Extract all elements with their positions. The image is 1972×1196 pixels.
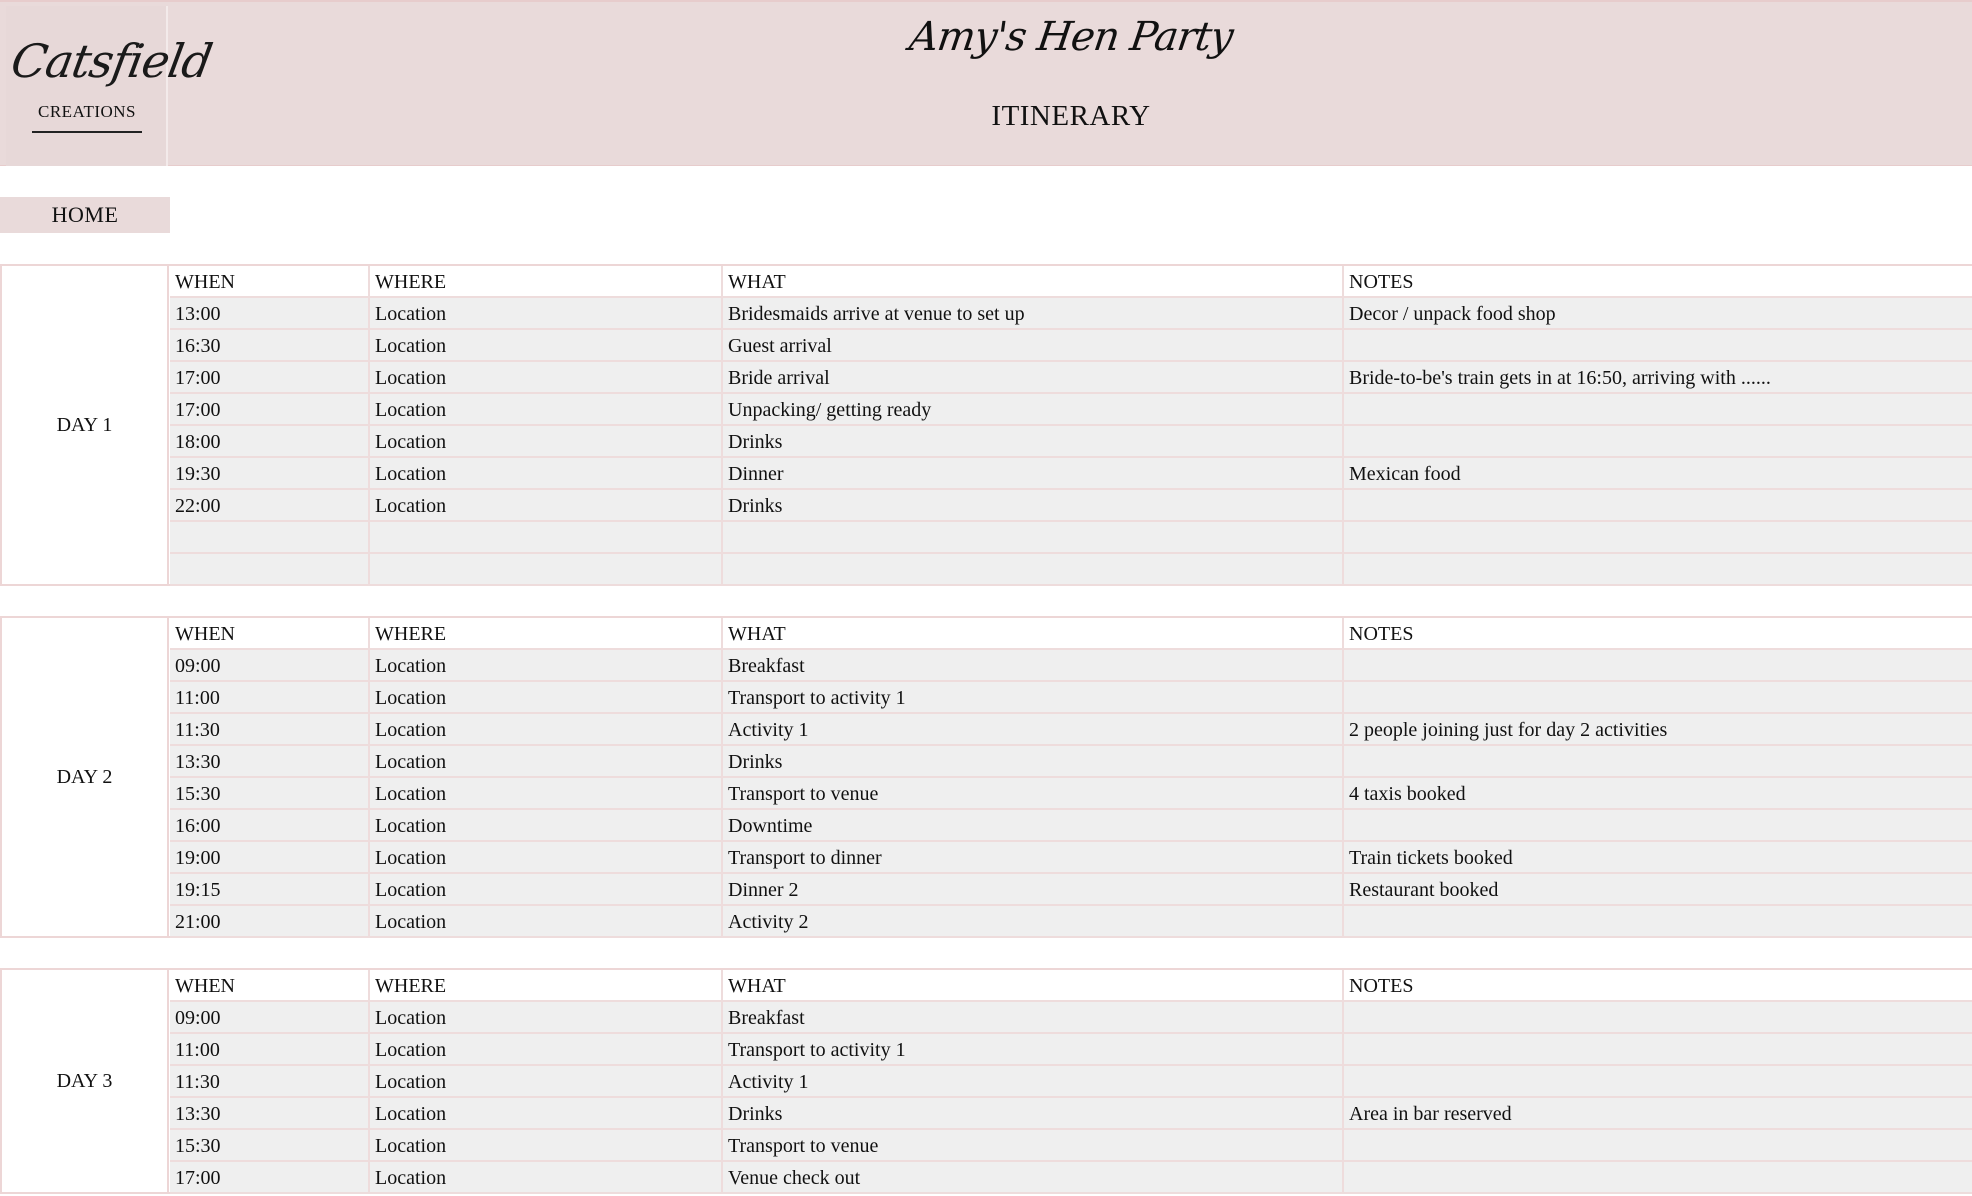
column-header-notes: NOTES: [1349, 975, 1414, 997]
cell-when[interactable]: 22:00: [170, 490, 370, 520]
cell-notes[interactable]: [1344, 746, 1972, 776]
cell-what[interactable]: Transport to activity 1: [723, 682, 1344, 712]
cell-what[interactable]: Dinner: [723, 458, 1344, 488]
column-header-when: WHEN: [170, 970, 370, 1000]
cell-where[interactable]: Location: [370, 394, 723, 424]
day-block-3: [0, 968, 1972, 1194]
table-row: [170, 554, 1972, 586]
column-header-what: WHAT: [723, 266, 1344, 296]
cell-what[interactable]: Bride arrival: [723, 362, 1344, 392]
table-row: [170, 1066, 1972, 1098]
table-row: [170, 1130, 1972, 1162]
cell-what[interactable]: Drinks: [723, 426, 1344, 456]
cell-when[interactable]: 11:00: [170, 1034, 370, 1064]
column-header-when: WHEN: [170, 618, 370, 648]
cell-where[interactable]: Location: [370, 426, 723, 456]
table-row: [170, 394, 1972, 426]
cell-notes[interactable]: [1344, 394, 1972, 424]
cell-what[interactable]: Bridesmaids arrive at venue to set up: [723, 298, 1344, 328]
table-row: [170, 810, 1972, 842]
cell-when[interactable]: 11:30: [170, 1066, 370, 1096]
cell-notes[interactable]: Restaurant booked: [1349, 879, 1499, 901]
cell-what[interactable]: Transport to venue: [723, 1130, 1344, 1160]
cell-notes[interactable]: [1344, 1130, 1972, 1160]
column-header-where: WHERE: [370, 970, 723, 1000]
cell-where[interactable]: Location: [370, 650, 723, 680]
day-label: DAY 3: [0, 970, 169, 1192]
catsfield-logo: [6, 6, 216, 166]
cell-where[interactable]: Location: [370, 298, 723, 328]
logo-sub-text: CREATIONS: [37, 102, 136, 121]
cell-what[interactable]: Downtime: [723, 810, 1344, 840]
cell-what[interactable]: Activity 1: [723, 1066, 1344, 1096]
table-header-row: [170, 618, 1972, 650]
cell-when[interactable]: 11:30: [170, 714, 370, 744]
cell-where[interactable]: Location: [370, 330, 723, 360]
table-row: [170, 522, 1972, 554]
cell-what[interactable]: Activity 2: [723, 906, 1344, 936]
cell-where[interactable]: Location: [370, 714, 723, 744]
cell-what[interactable]: Transport to dinner: [723, 842, 1344, 872]
cell-notes[interactable]: [1344, 1034, 1972, 1064]
column-header-what: WHAT: [723, 970, 1344, 1000]
cell-when[interactable]: 19:15: [170, 874, 370, 904]
cell-notes[interactable]: Train tickets booked: [1349, 847, 1513, 869]
cell-where[interactable]: [370, 522, 723, 552]
table-row: [170, 1098, 1972, 1130]
cell-what[interactable]: Drinks: [723, 746, 1344, 776]
cell-what[interactable]: Venue check out: [723, 1162, 1344, 1192]
table-row: [170, 874, 1972, 906]
table-row: [170, 490, 1972, 522]
cell-where[interactable]: Location: [370, 842, 723, 872]
cell-what[interactable]: [723, 554, 1344, 584]
column-header-what: WHAT: [723, 618, 1344, 648]
cell-what[interactable]: Drinks: [723, 490, 1344, 520]
table-header-row: [170, 266, 1972, 298]
cell-where[interactable]: Location: [370, 458, 723, 488]
column-header-when: WHEN: [170, 266, 370, 296]
table-row: [170, 1034, 1972, 1066]
cell-notes[interactable]: [1344, 1002, 1972, 1032]
cell-where[interactable]: Location: [370, 874, 723, 904]
cell-where[interactable]: Location: [370, 778, 723, 808]
cell-where[interactable]: Location: [370, 746, 723, 776]
cell-when[interactable]: 09:00: [170, 1002, 370, 1032]
cell-what[interactable]: Breakfast: [723, 1002, 1344, 1032]
column-header-notes: NOTES: [1349, 623, 1414, 645]
cell-when[interactable]: [170, 554, 370, 584]
day-block-2: [0, 616, 1972, 938]
cell-notes[interactable]: Bride-to-be's train gets in at 16:50, arriving with ......: [1349, 367, 1771, 389]
table-row: [170, 1002, 1972, 1034]
logo-script-text: Catsfield: [7, 34, 216, 88]
cell-when[interactable]: 19:30: [170, 458, 370, 488]
cell-where[interactable]: Location: [370, 1098, 723, 1128]
table-row: [170, 426, 1972, 458]
cell-where[interactable]: Location: [370, 810, 723, 840]
day-label: DAY 2: [0, 618, 169, 936]
cell-what[interactable]: Unpacking/ getting ready: [723, 394, 1344, 424]
cell-where[interactable]: Location: [370, 1066, 723, 1096]
table-row: [170, 714, 1972, 746]
cell-notes[interactable]: Decor / unpack food shop: [1349, 303, 1556, 325]
cell-when[interactable]: 09:00: [170, 650, 370, 680]
cell-what[interactable]: Guest arrival: [723, 330, 1344, 360]
cell-what[interactable]: [723, 522, 1344, 552]
cell-what[interactable]: Drinks: [723, 1098, 1344, 1128]
cell-when[interactable]: 16:30: [170, 330, 370, 360]
cell-when[interactable]: 17:00: [170, 394, 370, 424]
cell-notes[interactable]: [1344, 1066, 1972, 1096]
table-row: [170, 842, 1972, 874]
page-subtitle: ITINERARY: [991, 100, 1151, 132]
cell-notes[interactable]: [1344, 330, 1972, 360]
table-row: [170, 458, 1972, 490]
cell-notes[interactable]: [1344, 810, 1972, 840]
cell-when[interactable]: 15:30: [170, 778, 370, 808]
cell-notes[interactable]: [1344, 906, 1972, 936]
column-header-where: WHERE: [370, 618, 723, 648]
table-row: [170, 906, 1972, 938]
cell-notes[interactable]: [1344, 522, 1972, 552]
cell-what[interactable]: Breakfast: [723, 650, 1344, 680]
cell-when[interactable]: 18:00: [170, 426, 370, 456]
table-row: [170, 298, 1972, 330]
cell-when[interactable]: 16:00: [170, 810, 370, 840]
table-header-row: [170, 970, 1972, 1002]
cell-when[interactable]: 13:30: [170, 1098, 370, 1128]
cell-where[interactable]: Location: [370, 362, 723, 392]
cell-when[interactable]: 13:00: [170, 298, 370, 328]
cell-notes[interactable]: [1344, 490, 1972, 520]
cell-notes[interactable]: 4 taxis booked: [1349, 783, 1466, 805]
cell-when[interactable]: 17:00: [170, 362, 370, 392]
cell-when[interactable]: 13:30: [170, 746, 370, 776]
cell-what[interactable]: Transport to activity 1: [723, 1034, 1344, 1064]
cell-notes[interactable]: [1344, 426, 1972, 456]
day-label: DAY 1: [0, 266, 169, 584]
page-title: Amy's Hen Party: [906, 14, 1236, 60]
cell-where[interactable]: Location: [370, 1162, 723, 1192]
column-header-notes: NOTES: [1349, 271, 1414, 293]
cell-notes[interactable]: [1344, 1162, 1972, 1192]
cell-where[interactable]: Location: [370, 490, 723, 520]
cell-notes[interactable]: [1344, 682, 1972, 712]
cell-when[interactable]: 15:30: [170, 1130, 370, 1160]
cell-what[interactable]: Dinner 2: [723, 874, 1344, 904]
logo-underline: [32, 131, 142, 133]
cell-what[interactable]: Transport to venue: [723, 778, 1344, 808]
home-button[interactable]: HOME: [0, 197, 170, 233]
cell-when[interactable]: [170, 522, 370, 552]
cell-when[interactable]: 17:00: [170, 1162, 370, 1192]
cell-when[interactable]: 19:00: [170, 842, 370, 872]
table-row: [170, 362, 1972, 394]
table-row: [170, 1162, 1972, 1194]
cell-notes[interactable]: 2 people joining just for day 2 activities: [1349, 719, 1668, 741]
cell-where[interactable]: Location: [370, 682, 723, 712]
cell-notes[interactable]: Mexican food: [1349, 463, 1461, 485]
table-row: [170, 650, 1972, 682]
header-banner: [0, 0, 1972, 166]
column-header-where: WHERE: [370, 266, 723, 296]
cell-where[interactable]: Location: [370, 1034, 723, 1064]
table-row: [170, 778, 1972, 810]
cell-when[interactable]: 11:00: [170, 682, 370, 712]
cell-where[interactable]: Location: [370, 906, 723, 936]
cell-notes[interactable]: [1344, 650, 1972, 680]
day-block-1: [0, 264, 1972, 586]
table-row: [170, 330, 1972, 362]
cell-what[interactable]: Activity 1: [723, 714, 1344, 744]
cell-notes[interactable]: Area in bar reserved: [1349, 1103, 1512, 1125]
cell-where[interactable]: [370, 554, 723, 584]
cell-where[interactable]: Location: [370, 1002, 723, 1032]
cell-when[interactable]: 21:00: [170, 906, 370, 936]
table-row: [170, 682, 1972, 714]
cell-where[interactable]: Location: [370, 1130, 723, 1160]
cell-notes[interactable]: [1344, 554, 1972, 584]
table-row: [170, 746, 1972, 778]
